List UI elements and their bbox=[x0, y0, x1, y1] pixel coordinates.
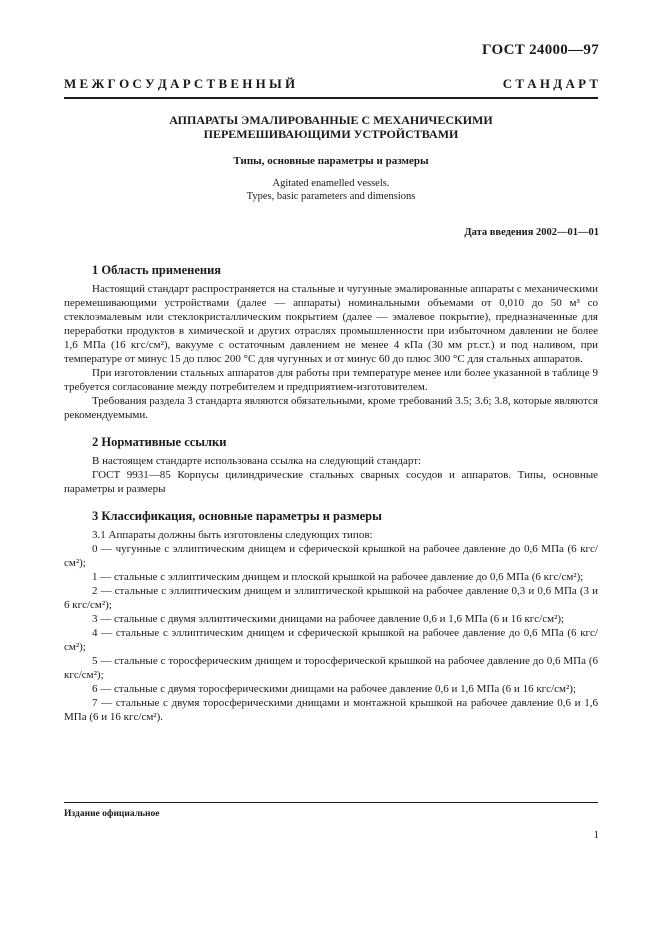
document-body bbox=[64, 262, 598, 724]
header-rule bbox=[64, 97, 598, 99]
section-heading: 1 Область применения bbox=[92, 263, 222, 277]
section-classification bbox=[64, 508, 598, 724]
edition-label: Издание официальное bbox=[64, 809, 160, 819]
list-item: 0 — чугунные с эллиптическим днищем и сферической крышкой на рабочее давление до 0,6 МПа (6 кгс/см²); bbox=[64, 543, 598, 569]
title-line-2: ПЕРЕМЕШИВАЮЩИМИ УСТРОЙСТВАМИ bbox=[203, 127, 459, 141]
interstate-word: М Е Ж Г О С У Д А Р С Т В Е Н Н Ы Й bbox=[64, 76, 296, 91]
interstate-standard-banner bbox=[64, 76, 598, 92]
paragraph: ГОСТ 9931—85 Корпусы цилиндрические стальных сварных сосудов и аппаратов. Типы, основные параметры и размеры bbox=[64, 469, 598, 495]
english-title-line-2: Types, basic parameters and dimensions bbox=[246, 191, 416, 202]
footer-rule bbox=[64, 802, 598, 803]
english-title-line-1: Agitated enamelled vessels. bbox=[272, 178, 390, 189]
standard-id: ГОСТ 24000—97 bbox=[481, 42, 599, 58]
section-heading: 3 Классификация, основные параметры и размеры bbox=[92, 509, 382, 523]
list-item: 1 — стальные с эллиптическим днищем и плоской крышкой на рабочее давление до 0,6 МПа (6 кгс/см²); bbox=[92, 571, 584, 583]
list-item: 7 — стальные с двумя торосферическими днищами и монтажной крышкой на рабочее давление 0,6 и 1,6 МПа (6 и 16 кгс/см²). bbox=[64, 697, 598, 723]
document-title bbox=[64, 113, 598, 141]
list-item: 2 — стальные с эллиптическим днищем и эллиптической крышкой на рабочее давление 0,3 и 0,6 МПа (3 и 6 кгс/см²); bbox=[64, 585, 598, 611]
paragraph: В настоящем стандарте использована ссылка на следующий стандарт: bbox=[92, 455, 422, 467]
section-normative-references bbox=[64, 434, 598, 496]
document-subtitle: Типы, основные параметры и размеры bbox=[233, 155, 429, 167]
title-line-1: АППАРАТЫ ЭМАЛИРОВАННЫЕ С МЕХАНИЧЕСКИМИ bbox=[169, 113, 493, 127]
section-scope bbox=[64, 262, 598, 422]
paragraph: Настоящий стандарт распространяется на стальные и чугунные эмалированные аппараты с механическими перемешивающими устройствами (далее — аппараты) номинальными объемами от 0,010 до 50 м³ со стеклоэмалевым или стеклокристаллическим покрытием (далее — эмалевое покрытие), предназначенные для переработки продуктов в химической и других отраслях промышленности при избыточном давлении не более 1,6 МПа (16 кгс/см²), вакууме с остаточным давлением не менее 4 кПа (30 мм рт.ст.) и под наливом, при температуре от минус 15 до плюс 200 °С для чугунных и от минус 60 до плюс 300 °С для стальных аппаратов. bbox=[64, 283, 598, 365]
paragraph: Требования раздела 3 стандарта являются обязательными, кроме требований 3.5; 3.6; 3.8, которые являются рекомендуемыми. bbox=[64, 395, 598, 421]
section-heading: 2 Нормативные ссылки bbox=[92, 435, 227, 449]
standard-word: С Т А Н Д А Р Т bbox=[502, 76, 598, 91]
list-item: 6 — стальные с двумя торосферическими днищами на рабочее давление 0,6 и 1,6 МПа (6 и 16 кгс/см²); bbox=[92, 683, 576, 695]
list-item: 3 — стальные с двумя эллиптическими днищами на рабочее давление 0,6 и 1,6 МПа (6 и 16 кгс/см²); bbox=[92, 613, 565, 625]
english-title bbox=[64, 177, 598, 203]
paragraph: При изготовлении стальных аппаратов для работы при температуре менее или более указанной в таблице 9 требуется согласование между потребителем и предприятием-изготовителем. bbox=[64, 367, 598, 393]
introduction-date: Дата введения 2002—01—01 bbox=[464, 227, 599, 238]
list-item: 4 — стальные с эллиптическим днищем и сферической крышкой на рабочее давление до 0,6 МПа (6 кгс/см²); bbox=[64, 627, 598, 653]
page-number: 1 bbox=[593, 829, 599, 841]
paragraph: 3.1 Аппараты должны быть изготовлены следующих типов: bbox=[92, 529, 373, 541]
list-item: 5 — стальные с торосферическим днищем и торосферической крышкой на рабочее давление до 0,6 МПа (6 кгс/см²); bbox=[64, 655, 598, 681]
